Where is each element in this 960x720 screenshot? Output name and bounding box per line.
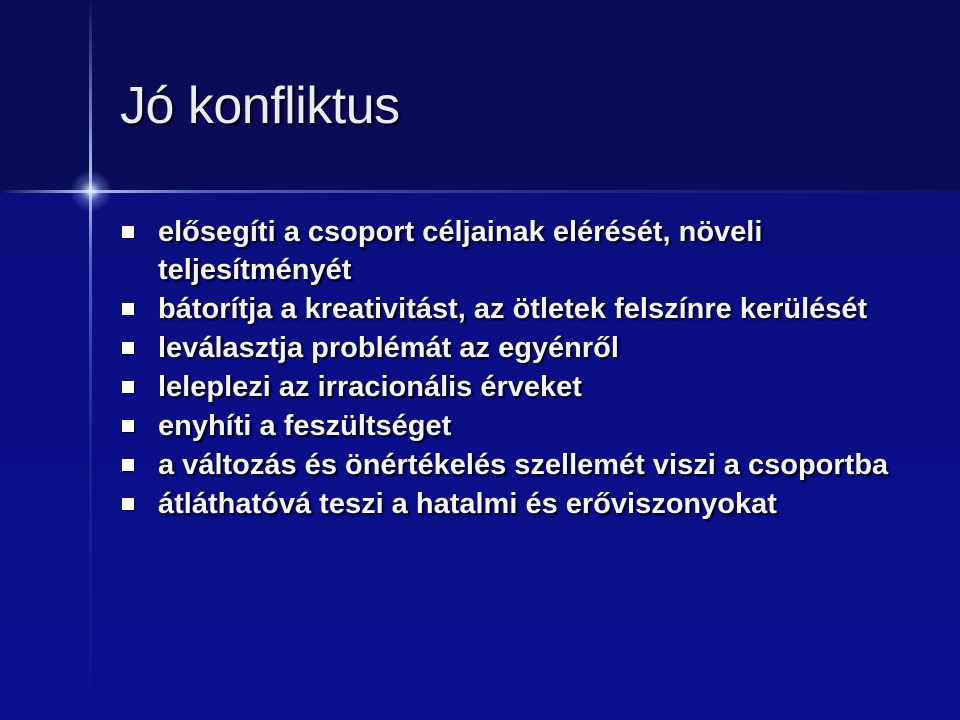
bullet-item — [118, 407, 918, 445]
square-bullet-icon — [122, 381, 134, 393]
bullet-text: leválasztja problémát az egyénről — [158, 332, 619, 364]
bullet-item — [118, 368, 918, 406]
bullet-text: bátorítja a kreativitást, az ötletek felszínre kerülését — [158, 293, 868, 325]
decorative-star-glow — [70, 170, 112, 212]
square-bullet-icon — [122, 459, 134, 471]
bullet-list — [118, 213, 918, 524]
bullet-text: a változás és önértékelés szellemét viszi a csoportba — [158, 449, 889, 481]
square-bullet-icon — [122, 420, 134, 432]
decorative-vertical-line — [89, 0, 92, 720]
square-bullet-icon — [122, 342, 134, 354]
bullet-item — [118, 290, 918, 328]
square-bullet-icon — [122, 303, 134, 315]
bullet-text: elősegíti a csoport céljainak elérését, növeli teljesítményét — [158, 216, 763, 286]
bullet-item — [118, 485, 918, 523]
bullet-text: leleplezi az irracionális érveket — [158, 371, 582, 403]
decorative-horizontal-line — [0, 190, 960, 193]
square-bullet-icon — [122, 498, 134, 510]
bullet-item — [118, 213, 918, 289]
bullet-text: átláthatóvá teszi a hatalmi és erőviszonyokat — [158, 488, 777, 520]
slide-title: Jó konfliktus — [120, 77, 400, 135]
bullet-text: enyhíti a feszültséget — [158, 410, 452, 442]
bullet-item — [118, 329, 918, 367]
bullet-item — [118, 446, 918, 484]
square-bullet-icon — [122, 226, 134, 238]
